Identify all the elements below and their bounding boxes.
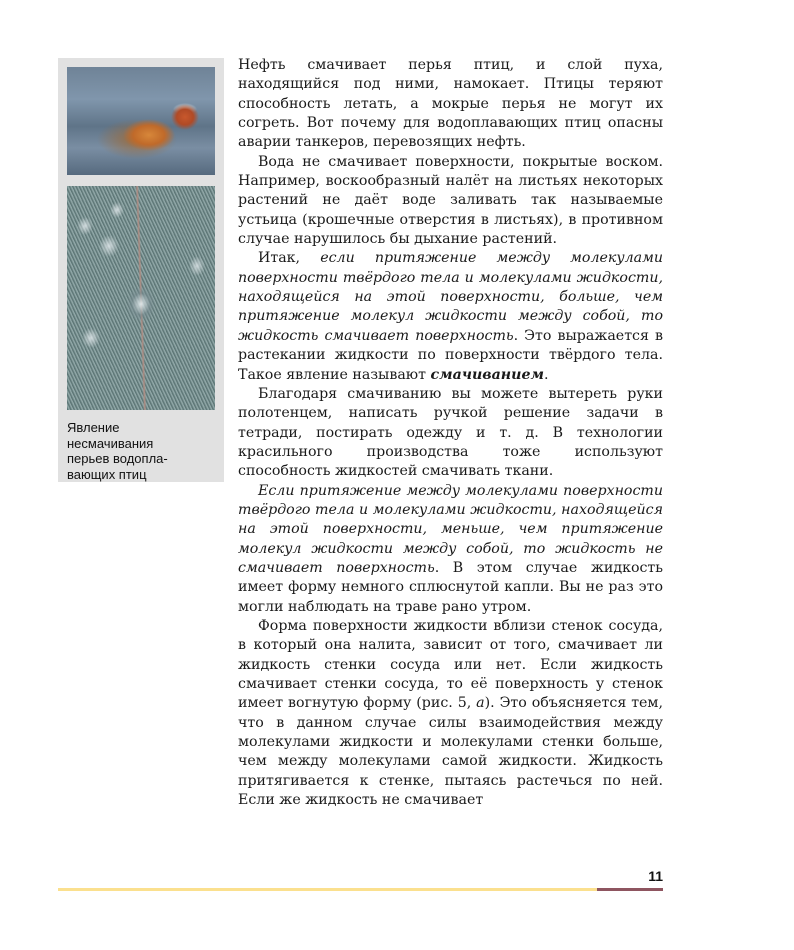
paragraph-wetting-examples (238, 385, 663, 482)
key-term: смачиванием (430, 366, 544, 383)
text-segment: . Это выражается в растекании жидкости по поверхности твёрдого тела. Такое явление называют (238, 327, 663, 383)
body-text (238, 56, 663, 810)
text-segment: Нефть смачивает перья птиц, и слой пуха, находящийся под ними, намокает. Птицы теряют способность летать, а мокрые перья не могут их согреть. Вот почему для водоплавающих птиц опасны аварии танкеров, перевозящих нефть. (238, 57, 663, 151)
paragraph-non-wetting-definition (238, 482, 663, 617)
footer-rule-accent (597, 888, 663, 891)
text-segment: Форма поверхности жидкости вблизи стенок сосуда, в который она налита, зависит от того, смачивает ли жидкость стенки сосуда или нет. Если жидкость смачивает стенки сосуда, то её поверхность у стенок имеет вогнутую форму (рис. 5, (238, 617, 663, 712)
caption-line: вающих птиц (67, 466, 147, 482)
feather-droplets-photo (67, 186, 215, 410)
footer-rule (58, 888, 598, 891)
caption-line: несмачивания (67, 435, 154, 451)
paragraph-wax-surfaces (238, 153, 663, 250)
text-segment: . В этом случае жидкость имеет форму немного сплюснутой капли. Вы не раз это могли наблюдать на траве рано утром. (238, 559, 663, 615)
text-segment: ). Это объясняется тем, что в данном случае силы взаимодействия между молекулами жидкости и молекулами стенки больше, чем между молекулами самой жидкости. Жидкость притягивается к стенке, пытаясь растечься по ней. Если же жидкость не смачивает (238, 695, 663, 809)
text-segment: Благодаря смачиванию вы можете вытереть руки полотенцем, написать ручкой решение задачи в тетради, постирать одежду и т. д. В технологии красильного производства тоже используют способность жидкостей смачивать ткани. (238, 385, 663, 480)
text-segment: Итак, (258, 250, 321, 267)
paragraph-wetting-definition (238, 249, 663, 384)
text-segment: . (543, 366, 549, 383)
caption-line: Явление (67, 420, 120, 435)
paragraph-meniscus (238, 617, 663, 810)
figure-reference-letter: а (476, 695, 485, 712)
figure-caption (67, 420, 217, 482)
illustration-sidebar (58, 58, 224, 482)
duck-photo (67, 67, 215, 175)
italic-definition: Если притяжение между молекулами поверхности твёрдого тела и молекулами жидкости, находящейся на этой поверхности, меньше, чем притяжение молекул жидкости между собой, то жидкость не смачивает поверхность (238, 482, 663, 576)
caption-line: перьев водопла- (67, 451, 168, 466)
paragraph-oil-feathers (238, 56, 663, 153)
page-number: 11 (648, 868, 663, 884)
text-segment: Вода не смачивает поверхности, покрытые воском. Например, воскообразный налёт на листьях некоторых растений не даёт воде заливать так называемые устьица (крошечные отверстия в листьях), в противном случае нарушилось бы дыхание растений. (238, 153, 663, 248)
italic-definition: если притяжение между молекулами поверхности твёрдого тела и молекулами жидкости, находящейся на этой поверхности, больше, чем притяжение молекул жидкости между собой, то жидкость смачивает поверхность (238, 250, 663, 344)
